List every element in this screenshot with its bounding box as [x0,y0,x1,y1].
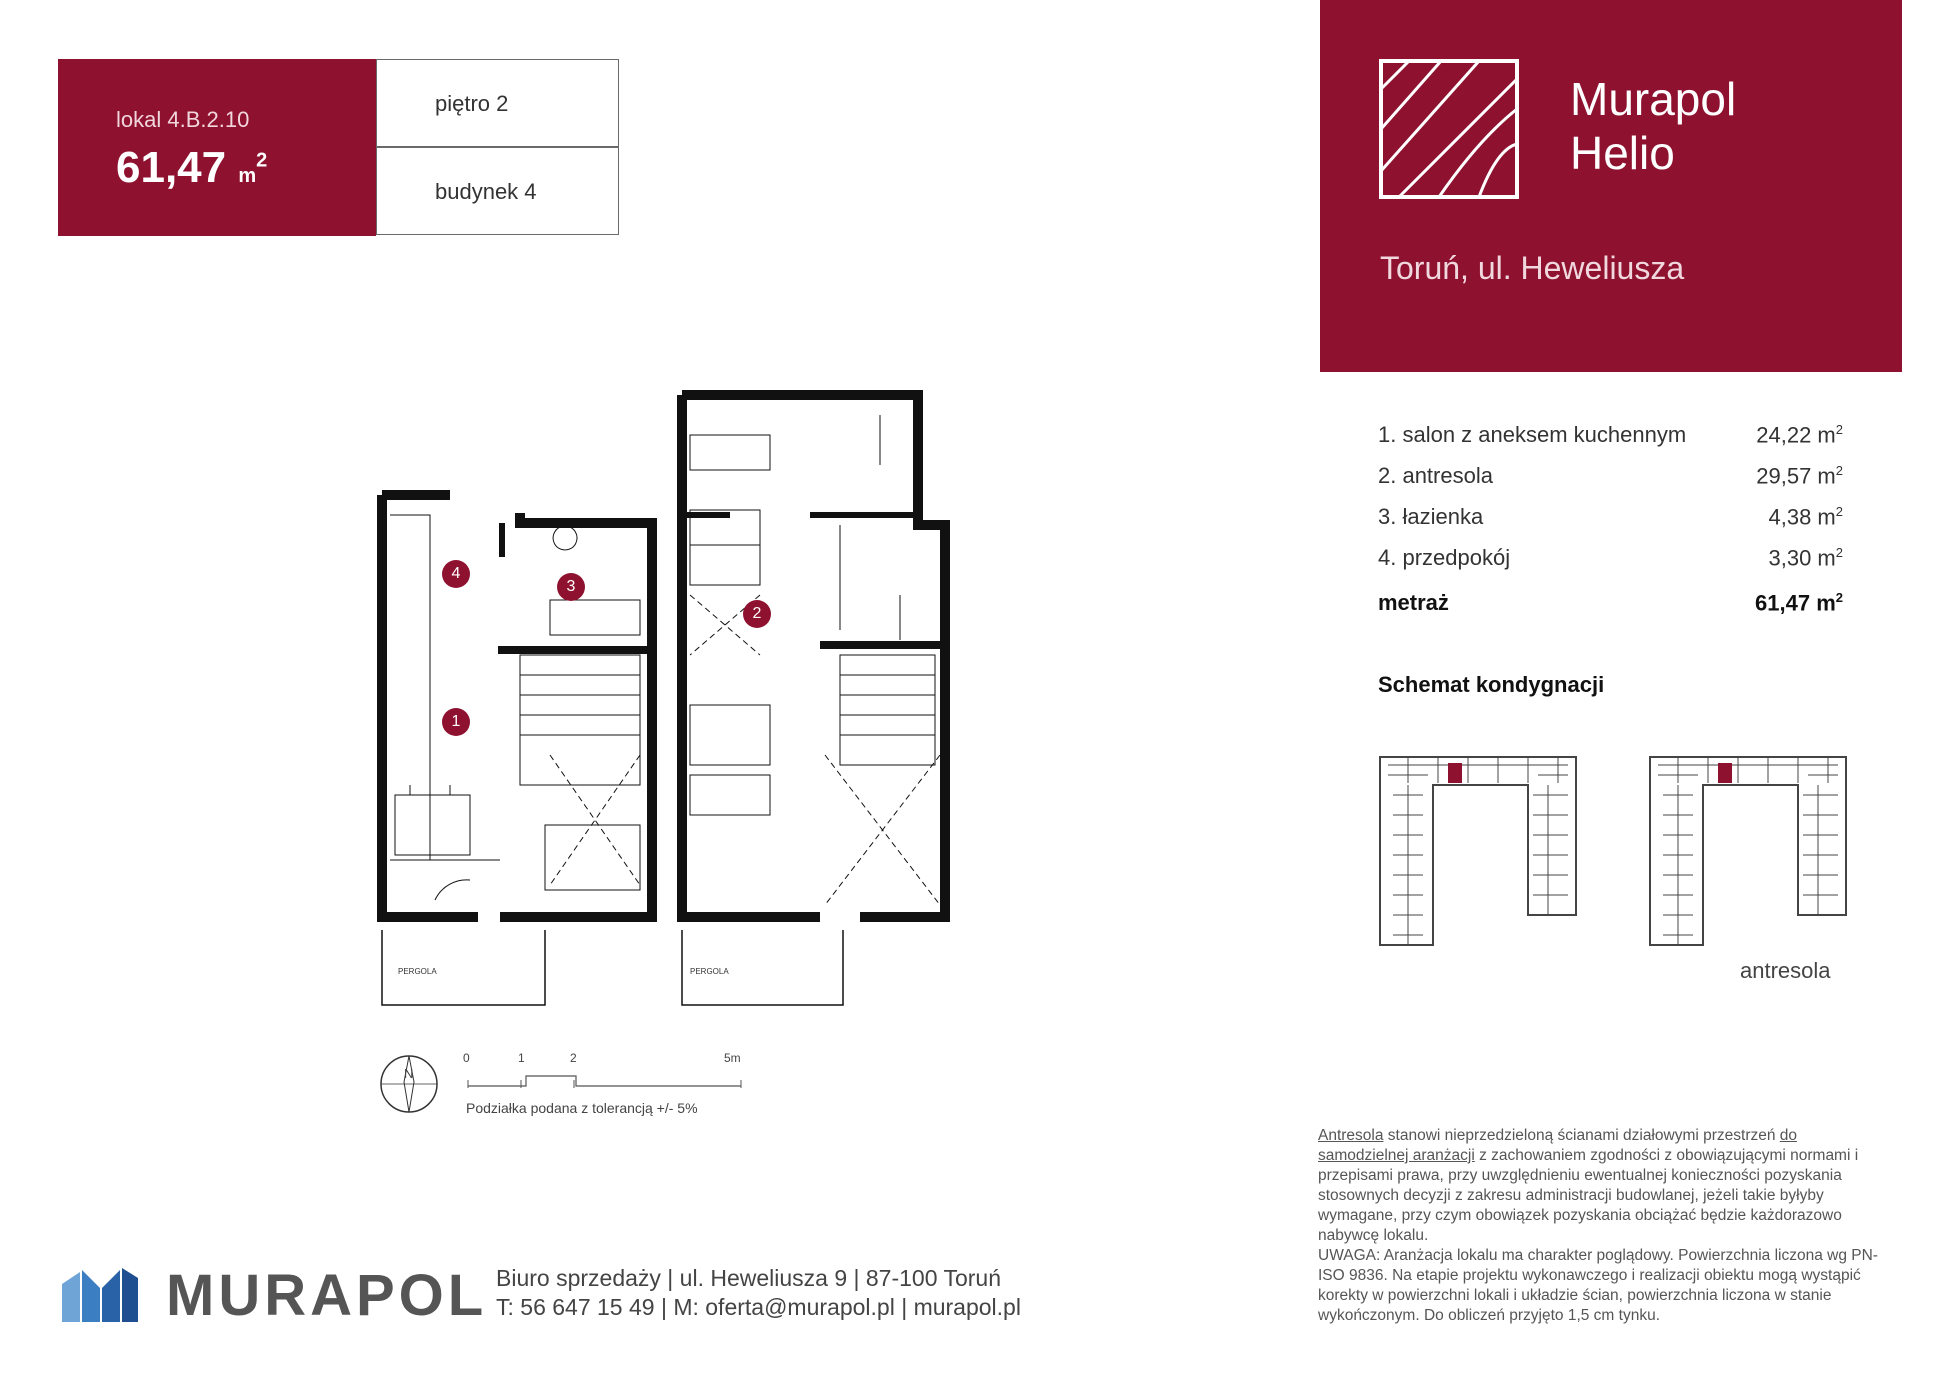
schemat-title: Schemat kondygnacji [1378,672,1605,697]
compass-icon [377,1052,441,1116]
unit-area: 61,47 $m^2$ [116,143,268,192]
room-marker-4: 4 [442,560,470,588]
helio-logo-icon [1379,59,1519,199]
schema-antresola-label: antresola [1740,958,1831,983]
project-name: Murapol Helio [1570,73,1737,179]
murapol-logo-text: MURAPOL [166,1263,488,1328]
total-row: metraż 61,47 $m^2$ [1378,590,1843,616]
building-cell: budynek 4 [376,147,619,235]
legal-note: Antresola stanowi nieprzedzieloną ścianami działowymi przestrzeń do samodzielnej aranżacji z zachowaniem zgodności z obowiązującymi normami i przepisami prawa, przy uwzględnieniu ewentualnej konieczności pozyskania stosownych decyzji z zakresu administracji budowlanej, jeżeli takie byłyby wymagane, przy czym obowiązek pozyskania obciążać będzie każdorazowo nabywcę lokalu. UWAGA: Aranżacja lokalu ma charakter poglądowy. Powierzchnia liczona wg PN-ISO 9836. Na etapie projektu wykonawczego i realizacji obiektu mogą wystąpić korekty w powierzchni lokali i układzie ścian, powierzchnia liczona w stanie wykończonym. Do obliczeń przyjęto 1,5 cm tynku. [1318,1127,1878,1324]
room-row: 2. antresola 29,57 $m^2$ [1378,463,1843,489]
murapol-logo-icon [60,1264,140,1324]
scale-tick-2: 2 [570,1051,577,1065]
scale-note: Podziałka podana z tolerancją +/- 5% [466,1100,698,1116]
floor-plan-lower [370,485,660,1015]
scale-tick-1: 1 [518,1051,525,1065]
unit-id: lokal 4.B.2.10 [116,107,250,132]
room-marker-1: 1 [442,708,470,736]
floor-schema-main [1378,755,1578,950]
room-row: 4. przedpokój 3,30 $m^2$ [1378,545,1843,571]
brand-panel [1320,0,1902,372]
room-row: 3. łazienka 4,38 $m^2$ [1378,504,1843,530]
unit-summary [58,59,376,236]
room-marker-3: 3 [557,573,585,601]
scale-bar [466,1066,746,1090]
pergola-label-lower: PERGOLA [398,967,437,976]
room-row: 1. salon z aneksem kuchennym 24,22 $m^2$ [1378,422,1843,448]
floor-schema-antresola [1648,755,1848,950]
scale-tick-0: 0 [463,1051,470,1065]
rooms-table [1378,422,1843,631]
scale-tick-5m: 5m [724,1051,741,1065]
floor-plan-upper [660,385,960,1015]
pergola-label-upper: PERGOLA [690,967,729,976]
project-location: Toruń, ul. Heweliusza [1380,250,1685,286]
room-marker-2: 2 [743,600,771,628]
compass-label: N [404,1066,414,1081]
floor-cell: piętro 2 [376,59,619,147]
footer-contact: Biuro sprzedaży | ul. Heweliusza 9 | 87-100 Toruń T: 56 647 15 49 | M: oferta@murapol.pl | murapol.pl [496,1265,1021,1320]
